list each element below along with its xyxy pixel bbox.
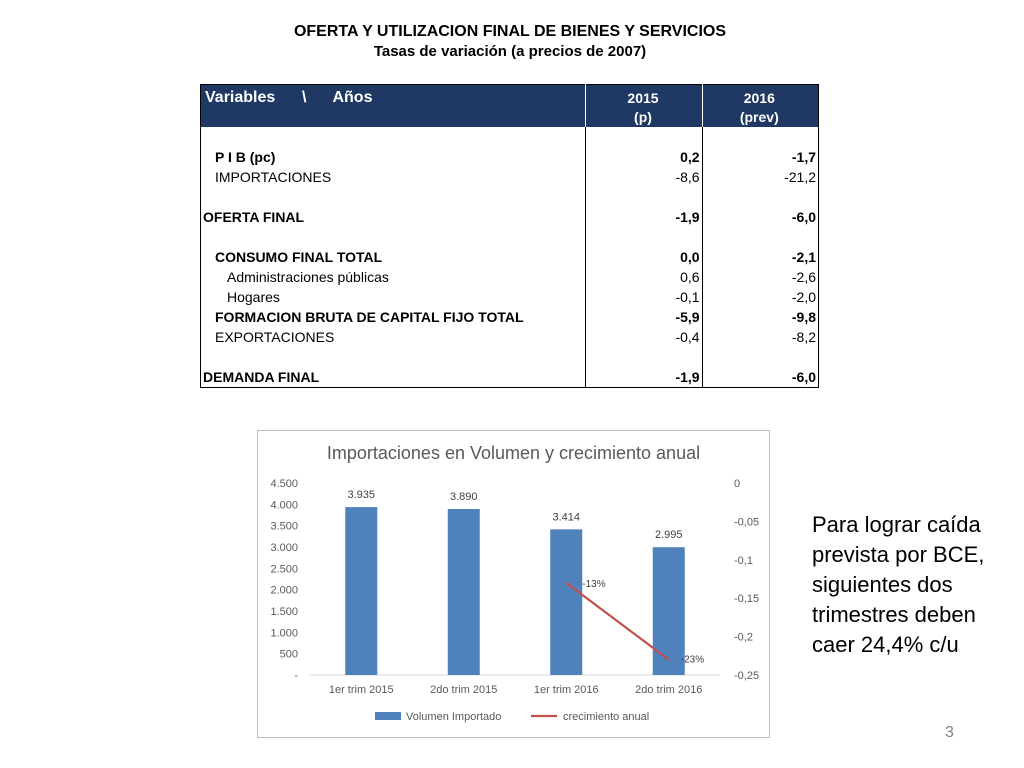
line-data-label: -13%: [582, 578, 606, 590]
row-label: CONSUMO FINAL TOTAL: [201, 247, 586, 267]
row-value-2015: -0,4: [586, 327, 702, 347]
x-tick-label: 2do trim 2016: [635, 684, 703, 696]
table-row: [201, 367, 819, 388]
y2-tick-label: -0,1: [734, 554, 753, 567]
imports-chart: [257, 430, 770, 738]
table-header: [201, 85, 819, 128]
bar-data-label: 2.995: [654, 529, 683, 542]
row-value-2015: 0,6: [586, 267, 702, 287]
table-row: [201, 207, 819, 227]
y-tick-label: 4.500: [270, 478, 298, 490]
row-value-2015: 0,0: [586, 247, 702, 267]
table-row: [201, 307, 819, 327]
title-block: [200, 22, 820, 62]
table-row: [201, 147, 819, 167]
row-label: FORMACION BRUTA DE CAPITAL FIJO TOTAL: [201, 307, 586, 327]
bar-data-label: 3.890: [449, 491, 478, 504]
y2-tick-label: 0: [734, 478, 741, 490]
y-tick-label: 1.000: [270, 627, 298, 640]
y-tick-label: 3.000: [270, 542, 298, 554]
x-tick-label: 2do trim 2015: [430, 684, 498, 696]
legend-label-line: crecimiento anual: [563, 711, 650, 723]
y-tick-label: 2.000: [270, 584, 298, 597]
legend-swatch-bars: [375, 712, 401, 720]
row-value-2015: -1,9: [586, 367, 702, 388]
y2-tick-label: -0,2: [734, 631, 753, 644]
y2-tick-label: -0,05: [734, 516, 760, 529]
row-value-2016: -21,2: [702, 167, 818, 187]
row-label: OFERTA FINAL: [201, 207, 586, 227]
chart-canvas: [258, 431, 769, 737]
y-tick-label: 500: [279, 648, 298, 661]
chart-title: Importaciones en Volumen y crecimiento anual: [326, 443, 701, 463]
page-title: OFERTA Y UTILIZACION FINAL DE BIENES Y SERVICIOS: [293, 23, 727, 40]
row-value-2015: -1,9: [586, 207, 702, 227]
row-label: P I B (pc): [201, 147, 586, 167]
row-label: Administraciones públicas: [201, 267, 586, 287]
row-label: IMPORTACIONES: [201, 167, 586, 187]
row-value-2015: 0,2: [586, 147, 702, 167]
header-2016: 2016 (prev): [702, 85, 818, 128]
header-2015: 2015 (p): [586, 85, 702, 128]
y-tick-label: 2.500: [270, 563, 298, 576]
row-value-2016: -6,0: [702, 367, 818, 388]
table-row: [201, 267, 819, 287]
table-row: [201, 167, 819, 187]
x-tick-label: 1er trim 2015: [328, 684, 394, 696]
y-tick-label: 1.500: [270, 606, 298, 618]
bar-data-label: 3.935: [347, 489, 376, 502]
bar: [550, 529, 582, 675]
page-number: 3: [945, 724, 954, 741]
row-value-2016: -8,2: [702, 327, 818, 347]
row-value-2015: -8,6: [586, 167, 702, 187]
header-variables: Variables \ Años: [205, 89, 373, 106]
row-value-2015: -5,9: [586, 307, 702, 327]
row-label: Hogares: [201, 287, 586, 307]
line-data-label: -23%: [680, 654, 705, 666]
legend-label-bars: Volumen Importado: [406, 711, 502, 723]
y2-tick-label: -0,25: [734, 670, 760, 682]
table-row: [201, 287, 819, 307]
row-value-2016: -9,8: [702, 307, 818, 327]
row-value-2016: -2,6: [702, 267, 818, 287]
y2-tick-label: -0,15: [734, 593, 760, 606]
row-value-2016: -2,1: [702, 247, 818, 267]
page-subtitle: Tasas de variación (a precios de 2007): [373, 43, 647, 60]
x-tick-label: 1er trim 2016: [533, 684, 599, 696]
row-value-2016: -2,0: [702, 287, 818, 307]
row-value-2016: -6,0: [702, 207, 818, 227]
row-label: DEMANDA FINAL: [201, 367, 586, 388]
side-note: Para lograr caída prevista por BCE, siguientes dos trimestres deben caer 24,4% c/u: [812, 512, 985, 657]
y-tick-label: 4.000: [270, 499, 298, 512]
y-tick-label: 3.500: [270, 520, 298, 533]
table-row: [201, 327, 819, 347]
row-value-2015: -0,1: [586, 287, 702, 307]
variation-table: [200, 84, 819, 388]
table-row: [201, 247, 819, 267]
row-value-2016: -1,7: [702, 147, 818, 167]
bar: [345, 507, 377, 675]
y-tick-label: -: [294, 670, 298, 682]
row-label: EXPORTACIONES: [201, 327, 586, 347]
bar-data-label: 3.414: [552, 511, 581, 524]
bar: [448, 509, 480, 675]
